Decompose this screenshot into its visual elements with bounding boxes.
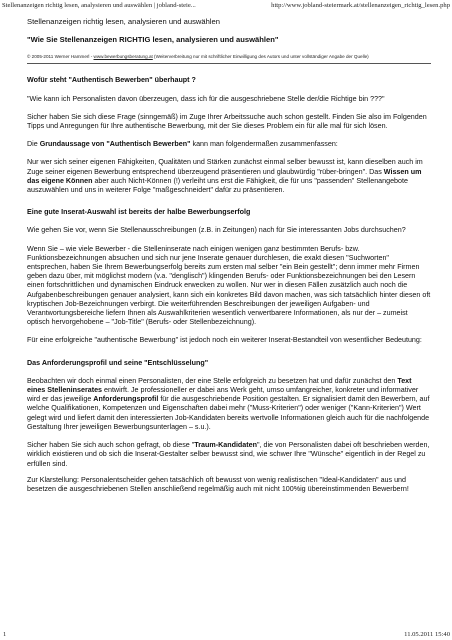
emphasis: Grundaussage von "Authentisch Bewerben"	[39, 140, 191, 149]
page-number: 1	[3, 631, 7, 638]
paragraph: Beobachten wir doch einmal einen Personalisten, der eine Stelle erfolgreich zu besetzen hat und dafür zunächst den Text eines Stelleninserates entwirft. Je professioneller er dabei ans Werk geht, umso umfangreicher, konkreter und informativer wird er das jeweilige Anforderungsprofil für die ausgeschriebende Position gestalten. Er signalisiert damit den Bewerbern, auf welche Qualifikationen, Kompetenzen und Eigenschaften dabei mehr ("Muss-Kriterien") oder weniger ("Kann-Kriterien") Wert gelegt wird und liefert damit den interessierten Job-Kandidaten bereits wertvolle Informationen gleich auch für die nachfolgende Gestaltung Ihrer jeweiligen Bewerbungsunterlagen – s.u.).	[27, 376, 430, 431]
print-datetime: 11.05.2011 15:40	[404, 631, 450, 638]
print-header-url: http://www.jobland-steiermark.at/stellenanzeigen_richtig_lesen.php	[271, 2, 450, 9]
section-heading-authentisch: Wofür steht "Authentisch Bewerben" überhaupt ?	[27, 76, 196, 85]
print-header	[0, 2, 452, 12]
emphasis: Wissen um das eigene Können	[27, 167, 422, 185]
paragraph: Wie gehen Sie vor, wenn Sie Stellenausschreibungen (z.B. in Zeitungen) nach für Sie interessanten Jobs durchsuchen?	[27, 226, 406, 235]
paragraph: "Wie kann ich Personalisten davon überzeugen, dass ich für die ausgeschriebene Stelle der/die Richtige bin ???"	[27, 94, 385, 103]
main-title: "Wie Sie Stellenanzeigen RICHTIG lesen, analysieren und auswählen"	[27, 35, 279, 45]
paragraph: Die Grundaussage von "Authentisch Bewerben" kann man folgendermaßen zusammenfassen:	[27, 140, 338, 149]
emphasis: Traum-Kandidaten	[194, 441, 257, 450]
paragraph: Zur Klarstellung: Personalentscheider gehen tatsächlich oft bewusst von wenig realistischen "Ideal-Kandidaten" aus und besetzen die ausgeschriebenen Stellen anschließend regelmäßig auch mit nicht 100%ig übereinstimmenden Bewerbern!	[27, 475, 409, 493]
copyright-suffix: (Weiterverbreitung nur mit schriftlicher Einwilligung des Autors und unter vollständiger Angabe der Quelle)	[152, 54, 369, 60]
paragraph: Sicher haben Sie sich diese Frage (sinngemäß) im Zuge Ihrer Arbeitssuche auch schon gestellt. Finden Sie also im Folgenden Tipps und Anregungen für Ihre authentische Bewerbung, mit der Sie dieses Problem ein für alle mal für sich lösen.	[27, 112, 427, 131]
copyright-notice	[27, 54, 431, 60]
copyright-prefix: © 2005-2011 Werner Hammerl -	[27, 54, 94, 60]
copyright-link[interactable]: www.bewerbungsberatung.at	[93, 54, 153, 60]
article	[27, 14, 431, 494]
section-heading-anforderungsprofil: Das Anforderungsprofil und seine "Entschlüsselung"	[27, 358, 209, 367]
paragraph: Für eine erfolgreiche "authentische Bewerbung" ist jedoch noch ein weiterer Inserat-Bestandteil von wesentlicher Bedeutung:	[27, 336, 422, 345]
section-heading-inserat-auswahl: Eine gute Inserat-Auswahl ist bereits der halbe Bewerbungserfolg	[27, 208, 251, 217]
paragraph: Nur wer sich seiner eigenen Fähigkeiten, Qualitäten und Stärken zunächst einmal selber bewusst ist, kann dieselben auch im Zuge seiner eigenen Bewerbung entsprechend überzeugend präsentieren und glaubwürdig "rüber-bringen". Das Wissen um das eigene Können aber auch Nicht-Können (!) verleiht uns erst die Fähigkeit, die für uns "passenden" Stellenangebote auszuwählen und uns in weiterer Folge "maßgeschneidert" dafür zu präsentieren.	[27, 158, 423, 195]
emphasis: Anforderungsprofil	[93, 395, 159, 404]
print-header-title: Stellenanzeigen richtig lesen, analysieren und auswählen | jobland-steie...	[2, 2, 196, 9]
paragraph: Wenn Sie – wie viele Bewerber - die Stelleninserate nach einigen wenigen ganz bestimmten Berufs- bzw. Funktionsbezeichnungen absuchen und sich nur jene Inserate genauer durchlesen, die exakt diesen "Suchworten" entsprechen, haben Sie Ihrem Bewerbungserfolg bereits zum ersten mal selber "ein Bein gestellt"; denn immer mehr Firmen geben dazu über, mit möglichst modern (v.a. "denglisch") klingenden Berufs- oder Funktionsbezeichnungen bei den Lesern einen fortschrittlichen und dynamischen Eindruck erwecken zu wollen. Nur wer in diesen Fällen zusätzlich auch noch die Aufgabenbeschreibungen genauer analysiert, kann sich ein konkretes Bild davon machen, was sich tatsächlich hinter diesen oft kryptischen Job-Bezeichnungen verbirgt. Die weiterführenden Beschreibungen der jeweiligen Aufgaben- und Verantwortungsbereiche liefern Ihnen als Auswahlkriterien wesentlich verwertbarere Informationen, als nur der – zumeist optisch hervorgehobene – "Job-Title" (Berufs- oder Stellenbezeichnung).	[27, 244, 431, 327]
emphasis: Text eines Stelleninserates	[27, 376, 412, 395]
paragraph: Sicher haben Sie sich auch schon gefragt, ob diese "Traum-Kandidaten", die von Personalisten dabei oft beschrieben werden, wirklich existieren und ob sich die Inserat-Gestalter selber bewusst sind, wie schwer Ihre "Wünsche" eigentlich in der Regel zu erfüllen sind.	[27, 441, 430, 468]
site-title: Stellenanzeigen richtig lesen, analysieren und auswählen	[27, 17, 220, 26]
print-footer	[0, 628, 452, 638]
divider	[27, 63, 431, 64]
